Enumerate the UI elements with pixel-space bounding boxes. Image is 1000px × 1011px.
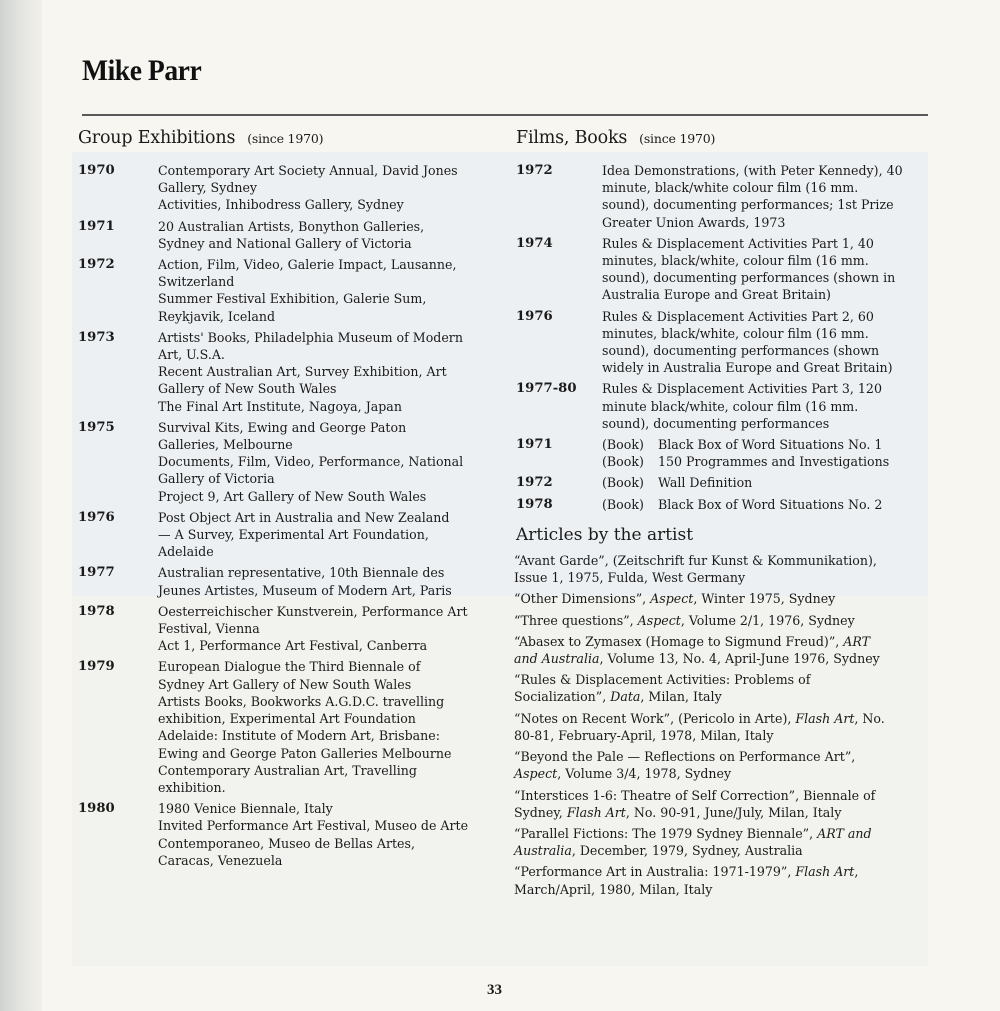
book-tag: (Book) — [602, 496, 644, 512]
book-row — [516, 496, 916, 513]
entry-details — [158, 256, 498, 325]
publication-title: ART and — [817, 825, 872, 841]
article-text: Sydney, — [514, 804, 567, 820]
article-text: “Rules & Displacement Activities: Problems of — [514, 672, 811, 688]
book-line — [602, 453, 916, 470]
entry-line: Switzerland — [158, 274, 235, 290]
book-details — [602, 474, 916, 491]
entry-details — [158, 218, 498, 252]
group-exhibitions-heading — [78, 130, 498, 154]
entry-details — [602, 380, 916, 432]
exhibition-list — [78, 162, 498, 869]
entry-year: 1980 — [78, 801, 115, 817]
entry-row — [78, 564, 498, 598]
entry-details — [158, 329, 498, 415]
entry-line: Jeunes Artistes, Museum of Modern Art, Paris — [158, 582, 452, 598]
article-item — [514, 633, 916, 667]
entry-row — [78, 256, 498, 325]
entry-details — [158, 800, 498, 869]
entry-line: The Final Art Institute, Nagoya, Japan — [158, 398, 402, 414]
entry-line: Artists' Books, Philadelphia Museum of Modern — [158, 329, 463, 345]
entry-year: 1977 — [78, 565, 115, 581]
entry-row — [78, 658, 498, 796]
publication-title: Data — [610, 689, 641, 705]
entry-row — [78, 419, 498, 505]
article-text: 80-81, February-April, 1978, Milan, Italy — [514, 727, 774, 743]
entry-line: exhibition, Experimental Art Foundation — [158, 711, 416, 727]
publication-title: Flash Art — [566, 804, 626, 820]
publication-title: Flash Art — [795, 710, 855, 726]
article-text: “Three questions”, — [514, 612, 638, 628]
section-title: Group Exhibitions — [78, 128, 236, 148]
entry-year: 1974 — [516, 235, 553, 251]
group-exhibitions-section — [78, 130, 498, 873]
entry-row — [78, 800, 498, 869]
entry-line: Contemporary Art Society Annual, David Jones — [158, 163, 458, 178]
article-item — [514, 710, 916, 744]
book-tag: (Book) — [602, 475, 644, 491]
publication-title: and Australia — [514, 651, 600, 667]
entry-line: Contemporary Australian Art, Travelling — [158, 762, 417, 778]
article-text: , Volume 3/4, 1978, Sydney — [557, 766, 732, 782]
entry-details — [602, 235, 916, 304]
book-tag: (Book) — [602, 454, 644, 470]
entry-row — [78, 218, 498, 252]
entry-details — [158, 419, 498, 505]
entry-line: Documents, Film, Video, Performance, National — [158, 454, 464, 470]
entry-line: 1980 Venice Biennale, Italy — [158, 801, 333, 817]
films-books-heading — [516, 130, 916, 154]
entry-line: sound), documenting performances; 1st Prize — [602, 197, 894, 213]
entry-line: Summer Festival Exhibition, Galerie Sum, — [158, 291, 427, 307]
entry-year: 1972 — [78, 257, 115, 273]
entry-row — [516, 308, 916, 377]
entry-details — [602, 308, 916, 377]
entry-line: Australia Europe and Great Britain) — [602, 287, 831, 303]
article-text: Issue 1, 1975, Fulda, West Germany — [514, 570, 746, 586]
book-details — [602, 436, 916, 470]
entry-line: Invited Performance Art Festival, Museo de Arte — [158, 818, 469, 834]
page-title: Mike Parr — [82, 54, 202, 87]
entry-details — [158, 509, 498, 561]
entry-details — [602, 162, 916, 231]
article-item — [514, 825, 916, 859]
entry-line: Galleries, Melbourne — [158, 437, 293, 453]
book-title: 150 Programmes and Investigations — [658, 454, 890, 470]
entry-line: Oesterreichischer Kunstverein, Performance Art — [158, 603, 468, 619]
entry-line: Action, Film, Video, Galerie Impact, Lausanne, — [158, 257, 457, 273]
entry-line: Sydney and National Gallery of Victoria — [158, 235, 412, 251]
articles-list — [516, 552, 916, 898]
entry-line: 20 Australian Artists, Bonython Galleries, — [158, 218, 425, 234]
publication-title: Australia — [514, 843, 572, 859]
entry-year: 1971 — [78, 218, 115, 234]
article-text: March/April, 1980, Milan, Italy — [514, 881, 713, 897]
article-text: “Performance Art in Australia: 1971-1979”, — [514, 864, 796, 880]
book-line — [602, 496, 916, 513]
entry-year: 1973 — [78, 329, 115, 345]
book-year: 1972 — [516, 475, 553, 491]
article-item — [514, 671, 916, 705]
entry-line: Rules & Displacement Activities Part 1, 40 — [602, 235, 874, 251]
entry-line: Artists Books, Bookworks A.G.D.C. travelling — [158, 693, 445, 709]
entry-year: 1977-80 — [516, 381, 577, 397]
entry-line: minute black/white, colour film (16 mm. — [602, 398, 859, 414]
book-year: 1971 — [516, 437, 553, 453]
entry-line: Activities, Inhibodress Gallery, Sydney — [158, 197, 404, 213]
articles-heading: Articles by the artist — [516, 524, 694, 545]
publication-title: Flash Art — [795, 864, 855, 880]
book-title: Wall Definition — [658, 475, 753, 491]
entry-line: — A Survey, Experimental Art Foundation, — [158, 527, 429, 543]
article-item — [514, 612, 916, 629]
books-list — [516, 436, 916, 513]
entry-line: Rules & Displacement Activities Part 3, 120 — [602, 381, 882, 397]
entry-row — [516, 235, 916, 304]
entry-line: Gallery of New South Wales — [158, 381, 337, 397]
entry-line: Festival, Vienna — [158, 621, 260, 637]
article-text: “Notes on Recent Work”, (Pericolo in Arte), — [514, 710, 796, 726]
book-line — [602, 436, 916, 453]
article-text: “Beyond the Pale — Reflections on Performance Art”, — [514, 749, 856, 765]
section-title: Films, Books — [516, 128, 628, 148]
entry-line: Post Object Art in Australia and New Zealand — [158, 509, 450, 525]
entry-line: Reykjavik, Iceland — [158, 308, 276, 324]
entry-line: minutes, black/white, colour film (16 mm. — [602, 253, 869, 269]
article-text: , No. — [854, 710, 885, 726]
entry-line: Adelaide: Institute of Modern Art, Brisbane: — [158, 728, 440, 744]
entry-line: exhibition. — [158, 779, 226, 795]
book-details — [602, 496, 916, 513]
entry-line: widely in Australia Europe and Great Britain) — [602, 360, 893, 376]
entry-line: European Dialogue the Third Biennale of — [158, 659, 421, 675]
entry-year: 1972 — [516, 163, 553, 178]
entry-line: minutes, black/white, colour film (16 mm. — [602, 325, 869, 341]
entry-year: 1976 — [78, 509, 115, 525]
book-title: Black Box of Word Situations No. 1 — [658, 437, 883, 453]
entry-line: sound), documenting performances (shown in — [602, 270, 896, 286]
book-tag: (Book) — [602, 437, 644, 453]
entry-row — [516, 162, 916, 231]
entry-details — [158, 658, 498, 796]
book-row — [516, 474, 916, 491]
book-line — [602, 474, 916, 491]
entry-year: 1978 — [78, 603, 115, 619]
article-item — [514, 590, 916, 607]
entry-row — [516, 380, 916, 432]
article-item — [514, 863, 916, 897]
entry-line: Rules & Displacement Activities Part 2, 60 — [602, 308, 874, 324]
entry-row — [78, 603, 498, 655]
article-text: , Milan, Italy — [640, 689, 722, 705]
films-books-section — [516, 130, 916, 902]
entry-line: Art, U.S.A. — [158, 347, 225, 363]
article-text: “Avant Garde”, (Zeitschrift fur Kunst & Kommunikation), — [514, 553, 877, 569]
title-divider — [82, 114, 928, 116]
article-text: , December, 1979, Sydney, Australia — [571, 843, 803, 859]
entry-details — [158, 564, 498, 598]
page-number: 33 — [487, 982, 502, 998]
entry-line: Project 9, Art Gallery of New South Wales — [158, 488, 427, 504]
entry-details — [158, 603, 498, 655]
entry-row — [78, 329, 498, 415]
entry-year: 1976 — [516, 308, 553, 324]
section-subtitle: (since 1970) — [639, 131, 716, 146]
article-text: “Other Dimensions”, — [514, 591, 651, 607]
entry-line: Greater Union Awards, 1973 — [602, 214, 786, 230]
entry-line: Recent Australian Art, Survey Exhibition, Art — [158, 364, 447, 380]
entry-line: Gallery, Sydney — [158, 180, 258, 196]
book-title: Black Box of Word Situations No. 2 — [658, 496, 883, 512]
publication-title: Aspect — [514, 766, 558, 782]
entry-line: Survival Kits, Ewing and George Paton — [158, 419, 407, 435]
entry-line: sound), documenting performances — [602, 415, 830, 431]
entry-line: sound), documenting performances (shown — [602, 343, 880, 359]
entry-row — [78, 509, 498, 561]
entry-line: Contemporaneo, Museo de Bellas Artes, — [158, 835, 415, 851]
article-text: “Interstices 1-6: Theatre of Self Correction”, Biennale of — [514, 787, 876, 803]
article-text: , No. 90-91, June/July, Milan, Italy — [625, 804, 842, 820]
publication-title: ART — [843, 633, 871, 649]
book-row — [516, 436, 916, 470]
publication-title: Aspect — [637, 612, 681, 628]
article-text: , — [854, 864, 859, 880]
entry-line: Australian representative, 10th Biennale des — [158, 565, 445, 581]
book-year: 1978 — [516, 496, 553, 512]
publication-title: Aspect — [650, 591, 694, 607]
article-text: “Parallel Fictions: The 1979 Sydney Biennale”, — [514, 825, 818, 841]
article-item — [514, 552, 916, 586]
entry-line: Idea Demonstrations, (with Peter Kennedy), 40 — [602, 163, 903, 178]
entry-row — [78, 162, 498, 214]
entry-details — [158, 162, 498, 214]
article-item — [514, 748, 916, 782]
entry-line: Adelaide — [158, 544, 214, 560]
article-item — [514, 787, 916, 821]
article-text: , Volume 2/1, 1976, Sydney — [680, 612, 855, 628]
binding-gutter — [0, 0, 42, 1011]
article-text: , Winter 1975, Sydney — [693, 591, 836, 607]
entry-line: minute, black/white colour film (16 mm. — [602, 180, 859, 196]
article-text: Socialization”, — [514, 689, 611, 705]
entry-year: 1975 — [78, 419, 115, 435]
entry-line: Gallery of Victoria — [158, 471, 275, 487]
entry-line: Sydney Art Gallery of New South Wales — [158, 676, 412, 692]
article-text: , Volume 13, No. 4, April-June 1976, Sydney — [599, 651, 880, 667]
entry-line: Ewing and George Paton Galleries Melbourne — [158, 745, 452, 761]
films-list — [516, 162, 916, 432]
section-subtitle: (since 1970) — [247, 131, 324, 146]
entry-line: Caracas, Venezuela — [158, 852, 283, 868]
entry-year: 1979 — [78, 659, 115, 675]
article-text: “Abasex to Zymasex (Homage to Sigmund Freud)”, — [514, 633, 844, 649]
entry-year: 1970 — [78, 163, 115, 178]
entry-line: Act 1, Performance Art Festival, Canberra — [158, 638, 428, 654]
